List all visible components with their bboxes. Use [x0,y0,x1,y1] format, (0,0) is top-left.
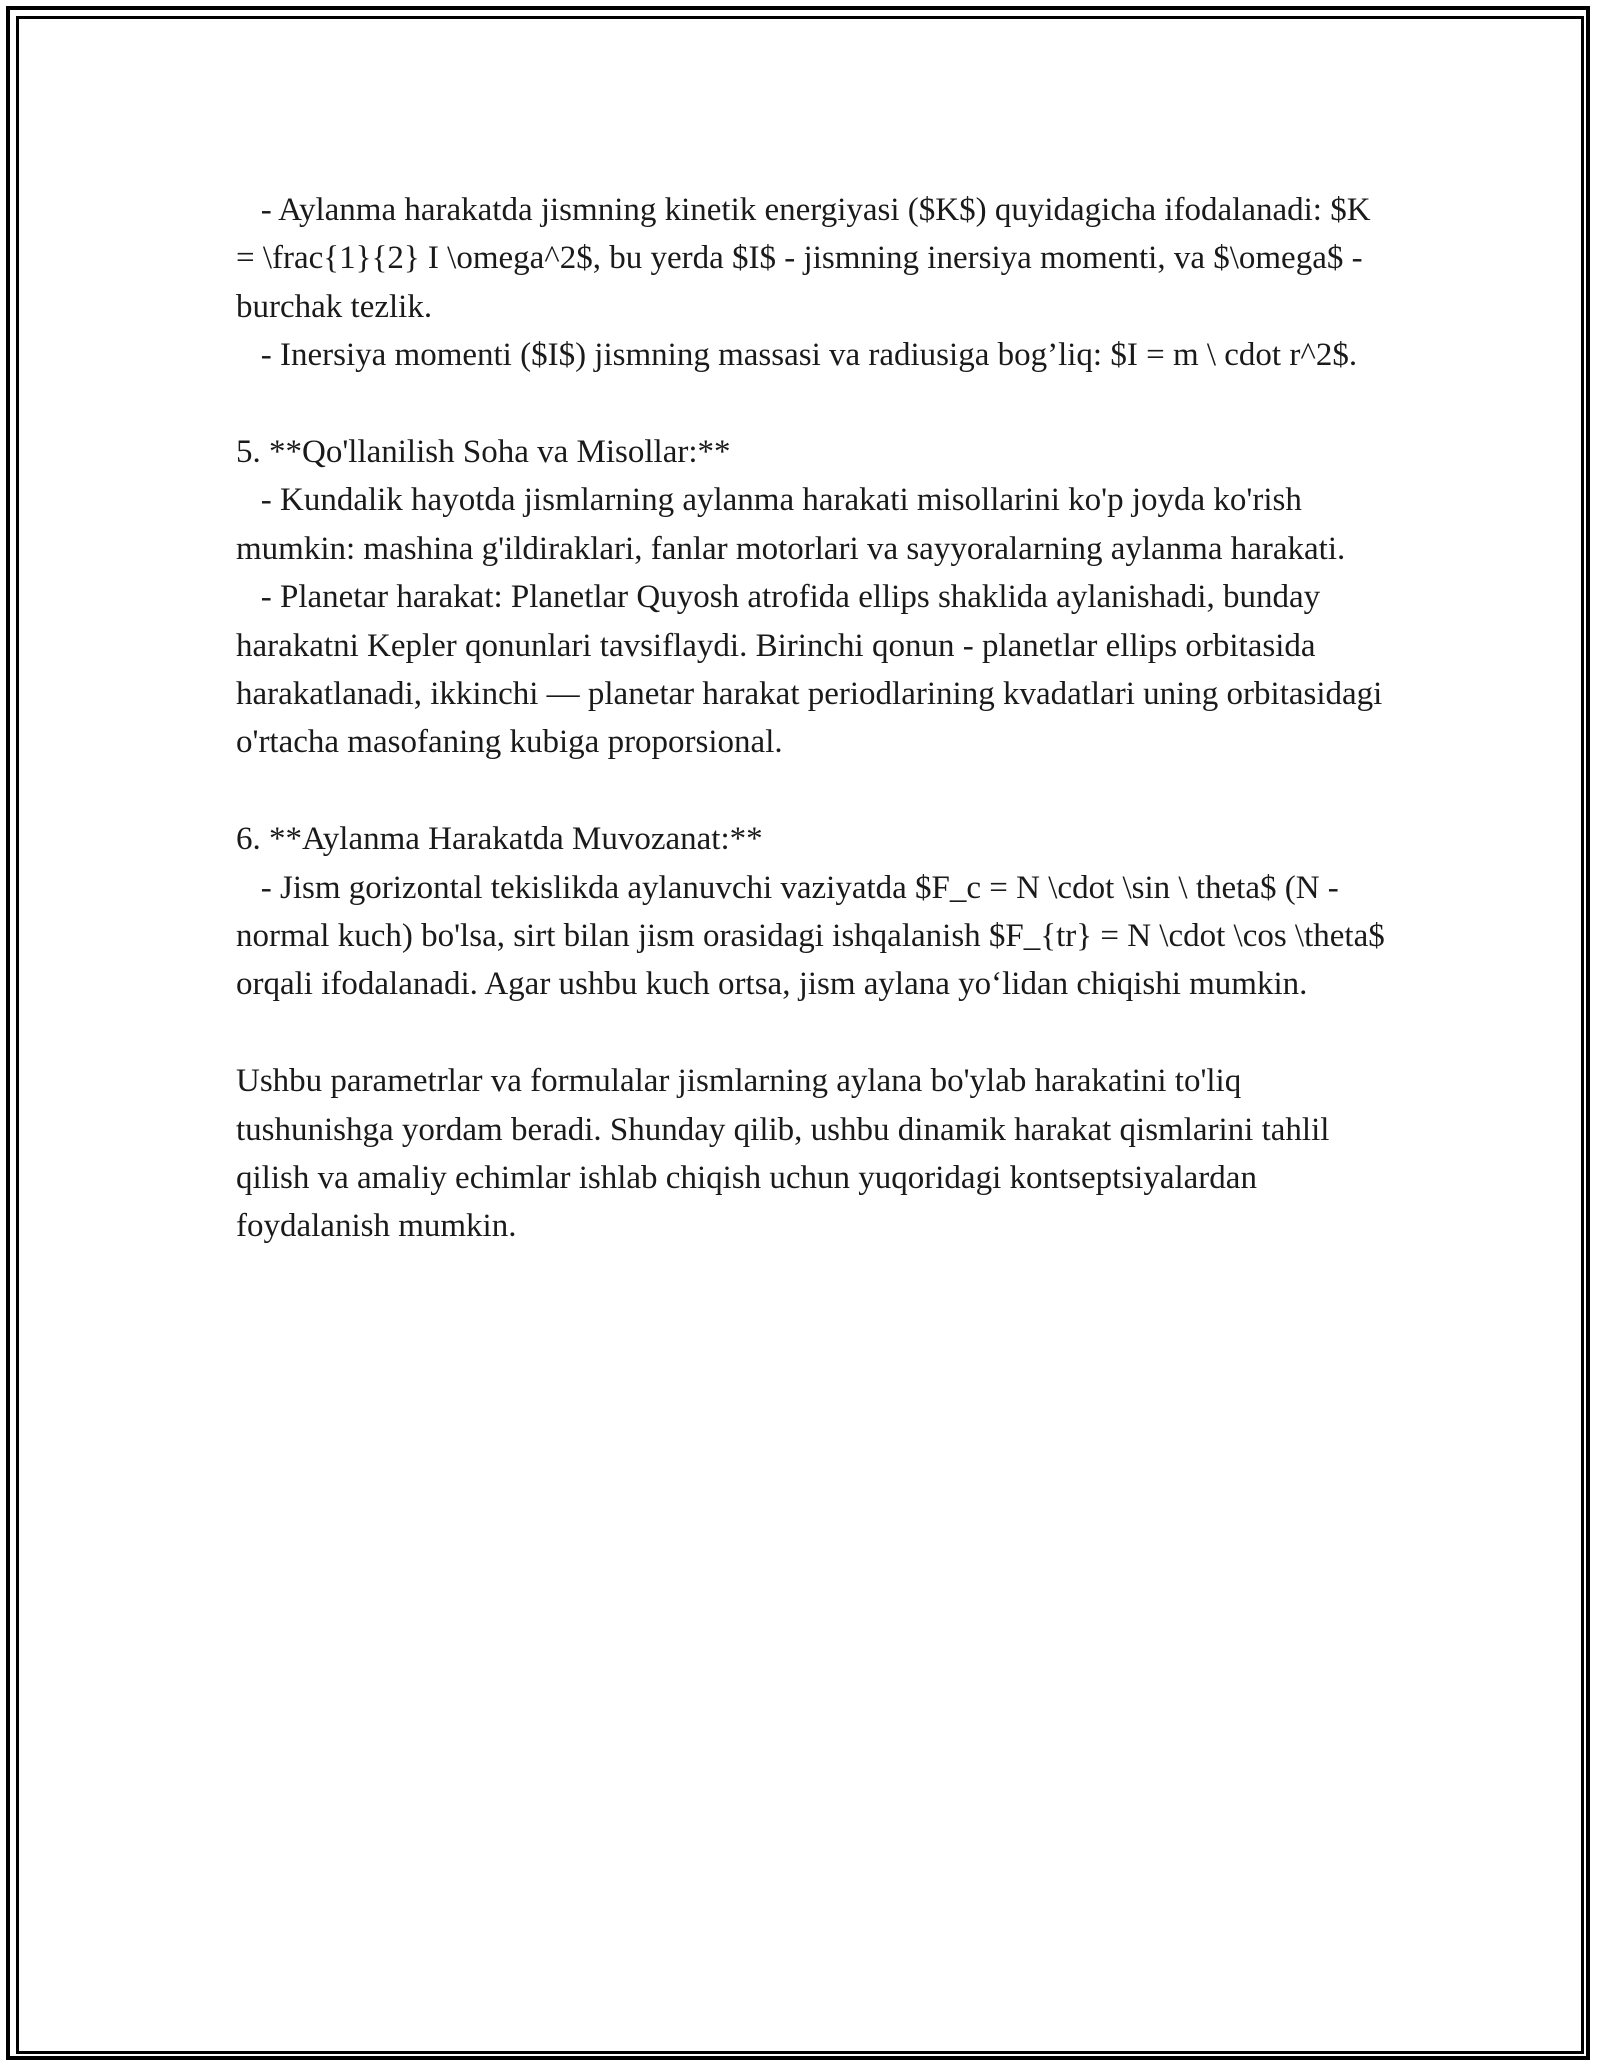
kinetic-energy-bullet: - Aylanma harakatda jismning kinetik energiyasi ($K$) quyidagicha ifodalanadi: $K = \frac{1}{2} I \omega^2$, bu yerda $I$ - jismning inersiya momenti, va $\omega$ - burchak tezlik. [236,192,1379,325]
section-5-heading: 5. **Qo'llanilish Soha va Misollar:** [236,434,731,471]
conclusion-paragraph: Ushbu parametrlar va formulalar jismlarning aylana bo'ylab harakatini to'liq tushunishga yordam beradi. Shunday qilib, ushbu dinamik harakat qismlarini tahlil qilish va amaliy echimlar ishlab chiqish uchun yuqoridagi kontseptsiyalardan foydalanish mumkin. [236,1063,1330,1245]
paragraph-gap [236,767,1386,815]
equilibrium-bullet: - Jism gorizontal tekislikda aylanuvchi vaziyatda $F_c = N \cdot \sin \ theta$ (N - normal kuch) bo'lsa, sirt bilan jism orasidagi ishqalanish $F_{tr} = N \cdot \cos \theta$ orqali ifodalanadi. Agar ushbu kuch ortsa, jism aylana yo‘lidan chiqishi mumkin. [236,869,1393,1003]
paragraph-gap [236,1009,1386,1057]
section-6-heading: 6. **Aylanma Harakatda Muvozanat:** [236,821,763,858]
inertia-moment-bullet: - Inersiya momenti ($I$) jismning massasi va radiusiga bog’liq: $I = m \ cdot r^2$. [236,337,1358,374]
everyday-examples-bullet: - Kundalik hayotda jismlarning aylanma harakati misollarini ko'p joyda ko'rish mumkin: mashina g'ildiraklari, fanlar motorlari va sayyoralarning aylanma harakati. [236,482,1346,567]
planetary-motion-bullet: - Planetar harakat: Planetlar Quyosh atrofida ellips shaklida aylanishadi, bunday harakatni Kepler qonunlari tavsiflaydi. Birinchi qonun - planetlar ellips orbitasida harakatlanadi, ikkinchi — planetar harakat periodlarining kvadatlari uning orbitasidagi o'rtacha masofaning kubiga proporsional. [236,579,1391,761]
paragraph-gap [236,380,1386,428]
document-body [236,186,1393,1251]
